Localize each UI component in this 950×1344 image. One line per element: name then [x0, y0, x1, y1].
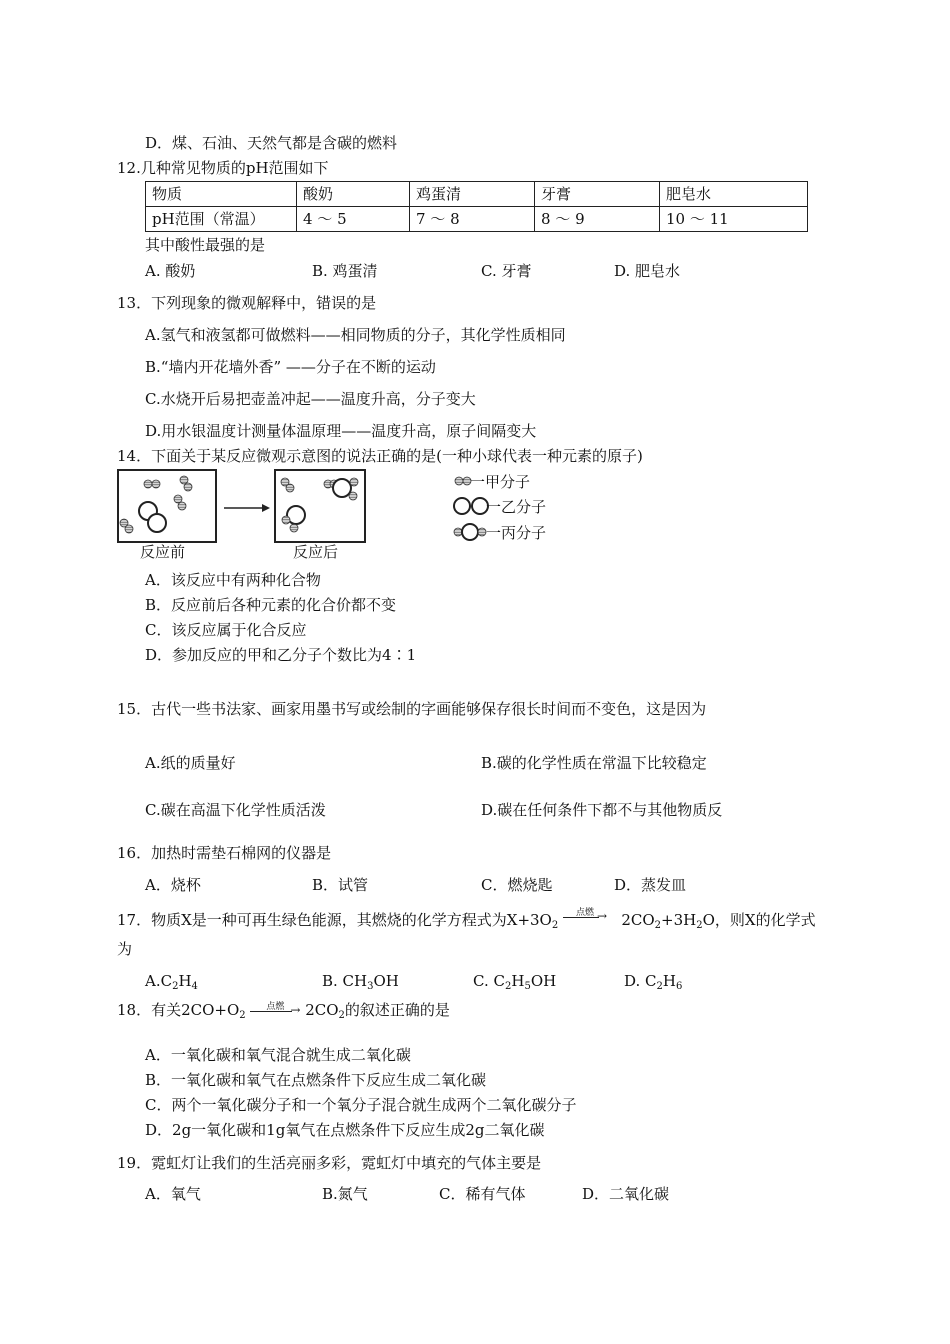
- legend-bing: [454, 524, 486, 540]
- reaction-condition-arrow: [563, 908, 608, 927]
- arrow-condition: 点燃: [576, 908, 595, 918]
- atom: [184, 483, 192, 491]
- q16-option-b: B．试管: [312, 876, 369, 894]
- q15-option-a: A.纸的质量好: [145, 754, 236, 772]
- arrow-condition: 点燃: [266, 1002, 285, 1012]
- table-cell: 7 ～ 8: [410, 207, 535, 232]
- molecule-jia: [180, 476, 192, 491]
- q15-option-d: D.碳在任何条件下都不与其他物质反: [481, 801, 723, 819]
- q12-option-b: B. 鸡蛋清: [312, 262, 378, 280]
- q12-stem: 12.几种常见物质的pH范围如下: [117, 159, 329, 177]
- q14-option-d: D．参加反应的甲和乙分子个数比为4∶1: [145, 646, 417, 664]
- reaction-condition-arrow: [250, 1002, 301, 1021]
- arrow-head-icon: →: [596, 909, 608, 923]
- table-cell: 酸奶: [297, 182, 410, 207]
- legend-yi: [454, 498, 488, 514]
- table-cell: 牙膏: [535, 182, 660, 207]
- atom: [455, 477, 463, 485]
- q14-option-b: B．反应前后各种元素的化合价都不变: [145, 596, 397, 614]
- q16-option-a: A．烧杯: [145, 876, 201, 894]
- molecule-yi: [139, 502, 166, 532]
- q18-stem: 18．有关$2CO+O_2$ 点燃 → $2CO_2$的叙述正确的是: [117, 999, 450, 1020]
- q16-option-c: C．燃烧匙: [481, 876, 553, 894]
- atom: [282, 516, 290, 524]
- molecule-jia: [281, 478, 294, 492]
- atom: [286, 484, 294, 492]
- q12-question: 其中酸性最强的是: [145, 236, 266, 254]
- q17-option-a-text: A.C: [145, 972, 173, 990]
- q13-stem: 13．下列现象的微观解释中，错误的是: [117, 294, 377, 312]
- atom: [144, 480, 152, 488]
- legend-jia: [455, 477, 471, 485]
- q17-stem-prefix: 17．物质X是一种可再生绿色能源，其燃烧的化学方程式为X+3O: [117, 911, 552, 929]
- table-cell: 10 ～ 11: [660, 207, 808, 232]
- q17-option-b-text: B. CH: [322, 972, 368, 990]
- molecule-bing: [333, 478, 358, 500]
- q17-option-a: $A.C_2H_4$: [145, 972, 198, 992]
- atom: [290, 524, 298, 532]
- q17-stem-suffix: ，则X的化学式: [714, 911, 816, 929]
- q12-option-c: C. 牙膏: [481, 262, 532, 280]
- q18-stem-prefix: 18．有关2CO+O: [117, 1001, 240, 1019]
- q17-option-c: C. $C_2H_5OH$: [473, 972, 557, 992]
- q18-option-c: C．两个一氧化碳分子和一个氧分子混合就生成两个二氧化碳分子: [145, 1096, 577, 1114]
- legend-bing-label: 一丙分子: [486, 524, 547, 542]
- q13-option-c: C.水烧开后易把壶盖冲起——温度升高，分子变大: [145, 390, 476, 408]
- molecule-bing: [282, 506, 305, 532]
- q17-option-d-text: D. C: [624, 972, 657, 990]
- arrow-line: [563, 917, 599, 918]
- q15-option-c: C.碳在高温下化学性质活泼: [145, 801, 326, 819]
- arrow-head-icon: →: [290, 1003, 301, 1017]
- q14-stem: 14．下面关于某反应微观示意图的说法正确的是(一种小球代表一种元素的原子): [117, 447, 643, 465]
- q14-option-c: C．该反应属于化合反应: [145, 621, 307, 639]
- q18-option-a: A．一氧化碳和氧气混合就生成二氧化碳: [145, 1046, 411, 1064]
- q19-option-c: C．稀有气体: [439, 1185, 526, 1203]
- q18-stem-suffix: 的叙述正确的是: [344, 1001, 450, 1019]
- q19-option-a: A．氧气: [145, 1185, 201, 1203]
- q11-option-d: D．煤、石油、天然气都是含碳的燃料: [145, 134, 398, 152]
- atom: [178, 502, 186, 510]
- q18-option-b: B．一氧化碳和氧气在点燃条件下反应生成二氧化碳: [145, 1071, 487, 1089]
- q15-stem: 15．古代一些书法家、画家用墨书写或绘制的字画能够保存很长时间而不变色，这是因为: [117, 700, 707, 718]
- q12-option-a: A. 酸奶: [145, 262, 196, 280]
- molecule-jia: [174, 495, 186, 510]
- q16-option-d: D．蒸发皿: [614, 876, 687, 894]
- atom: [125, 525, 133, 533]
- q19-option-d: D．二氧化碳: [582, 1185, 670, 1203]
- ph-table: [145, 181, 808, 232]
- atom: [462, 524, 478, 540]
- q17-option-b: B. $CH_3OH$: [322, 972, 399, 992]
- atom: [454, 528, 462, 536]
- q14-option-a: A．该反应中有两种化合物: [145, 571, 321, 589]
- table-cell: 8 ～ 9: [535, 207, 660, 232]
- atom: [333, 479, 351, 497]
- atom: [350, 478, 358, 486]
- before-label: 反应前: [140, 543, 186, 561]
- atom: [148, 514, 166, 532]
- table-header-row: [146, 182, 808, 207]
- table-cell: pH范围（常温）: [146, 207, 297, 232]
- table-cell: 4 ～ 5: [297, 207, 410, 232]
- after-label: 反应后: [293, 543, 339, 561]
- table-cell: 物质: [146, 182, 297, 207]
- atom: [152, 480, 160, 488]
- q18-option-d: D．2g一氧化碳和1g氧气在点燃条件下反应生成2g二氧化碳: [145, 1121, 545, 1139]
- q16-stem: 16．加热时需垫石棉网的仪器是: [117, 844, 332, 862]
- molecule-jia: [144, 480, 160, 488]
- q19-stem: 19．霓虹灯让我们的生活亮丽多彩，霓虹灯中填充的气体主要是: [117, 1154, 542, 1172]
- q17-stem-line1: 17．物质X是一种可再生绿色能源，其燃烧的化学方程式为$X+3O_2$ 点燃 → $2CO_2+3H_2O$，则X的化学式: [117, 909, 816, 930]
- atom: [478, 528, 486, 536]
- q15-option-b: B.碳的化学性质在常温下比较稳定: [481, 754, 707, 772]
- atom: [349, 492, 357, 500]
- q17-option-d: D. $C_2H_6$: [624, 972, 683, 992]
- molecule-jia: [120, 519, 133, 533]
- q12-option-d: D. 肥皂水: [614, 262, 681, 280]
- q17-stem-line2: 为: [117, 940, 133, 958]
- arrow-line: [250, 1011, 292, 1012]
- q19-option-b: B.氮气: [322, 1185, 368, 1203]
- q13-option-b: B.“墙内开花墙外香” ——分子在不断的运动: [145, 358, 436, 376]
- q17-option-c-text: C. C: [473, 972, 505, 990]
- q13-option-d: D.用水银温度计测量体温原理——温度升高，原子间隔变大: [145, 422, 537, 440]
- atom: [454, 498, 470, 514]
- reaction-arrow-head: [262, 504, 270, 512]
- q13-option-a: A.氢气和液氢都可做燃料——相同物质的分子，其化学性质相同: [145, 326, 566, 344]
- table-row: [146, 207, 808, 232]
- table-cell: 鸡蛋清: [410, 182, 535, 207]
- table-cell: 肥皂水: [660, 182, 808, 207]
- legend-jia-label: 一甲分子: [470, 473, 531, 491]
- legend-yi-label: 一乙分子: [486, 498, 547, 516]
